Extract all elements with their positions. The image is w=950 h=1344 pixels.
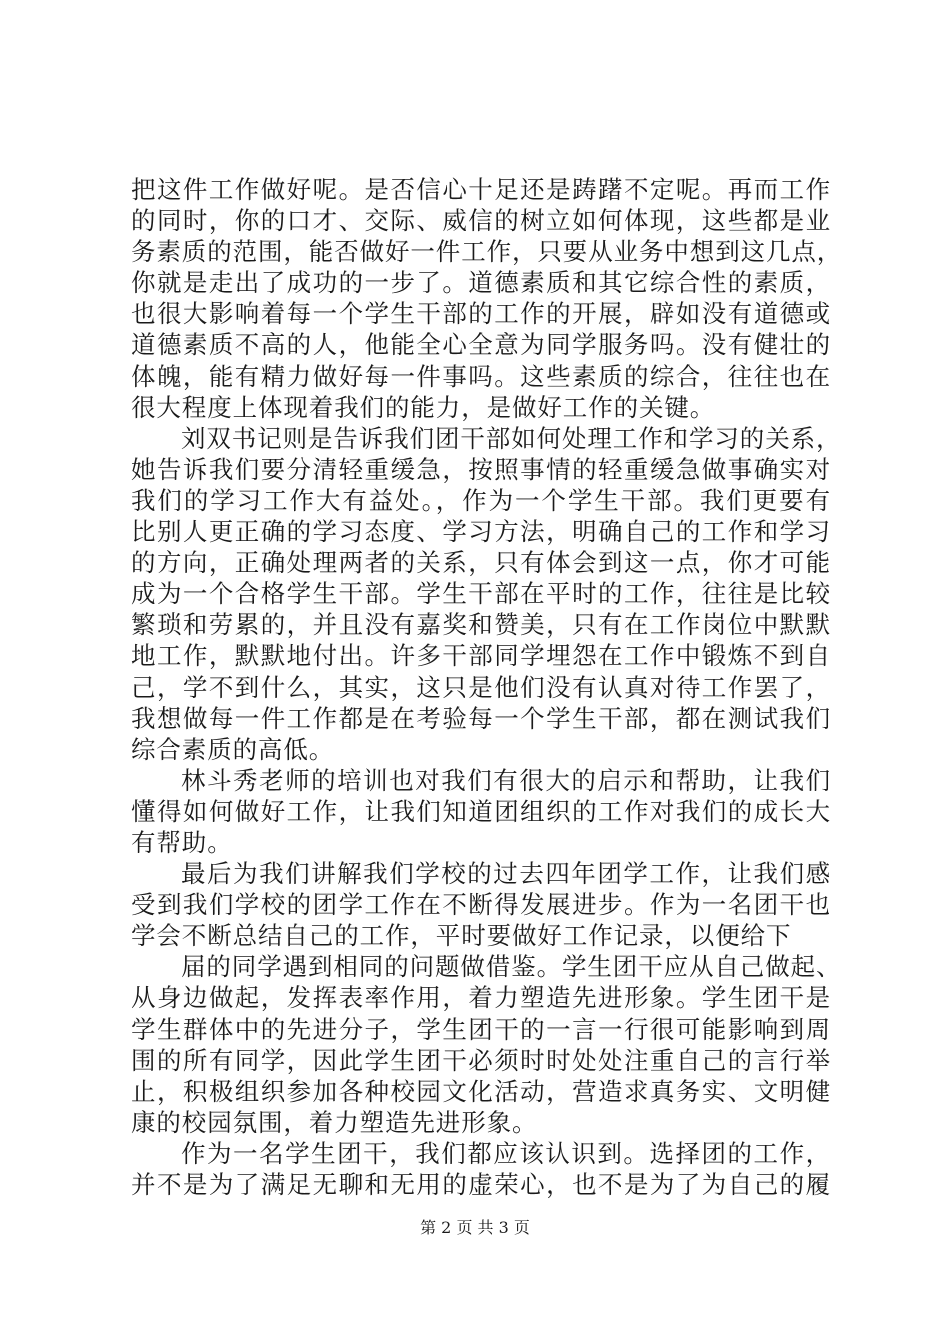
text-line: 有帮助。	[131, 827, 233, 857]
text-line: 围的所有同学，因此学生团干必须时时处处注重自己的言行举	[131, 1045, 831, 1075]
text-line: 她告诉我们要分清轻重缓急，按照事情的轻重缓急做事确实对	[131, 454, 831, 484]
text-line: 把这件工作做好呢。是否信心十足还是踌躇不定呢。再而工作	[131, 175, 831, 204]
text-line: 综合素质的高低。	[131, 734, 335, 764]
text-line: 你就是走出了成功的一步了。道德素质和其它综合性的素质，	[131, 268, 831, 298]
text-line: 体魄，能有精力做好每一件事吗。这些素质的综合，往往也在	[131, 361, 831, 391]
text-line: 懂得如何做好工作，让我们知道团组织的工作对我们的成长大	[131, 796, 831, 826]
text-line: 学会不断总结自己的工作，平时要做好工作记录，以便给下	[131, 921, 792, 951]
text-line: 己，学不到什么，其实，这只是他们没有认真对待工作罢了，	[131, 672, 831, 702]
page-footer: 第 2 页 共 3 页	[420, 1218, 530, 1237]
text-line: 受到我们学校的团学工作在不断得发展进步。作为一名团干也	[131, 890, 831, 920]
text-line: 止，积极组织参加各种校园文化活动，营造求真务实、文明健	[131, 1076, 831, 1106]
text-line: 很大程度上体现着我们的能力，是做好工作的关键。	[131, 392, 716, 422]
text-line: 道德素质不高的人，他能全心全意为同学服务吗。没有健壮的	[131, 330, 831, 360]
text-line: 届的同学遇到相同的问题做借鉴。学生团干应从自己做起、	[181, 952, 842, 982]
text-line: 的方向，正确处理两者的关系，只有体会到这一点，你才可能	[131, 548, 831, 578]
text-line: 务素质的范围，能否做好一件工作，只要从业务中想到这几点，	[131, 237, 843, 267]
text-line: 刘双书记则是告诉我们团干部如何处理工作和学习的关系，	[181, 423, 842, 453]
document-body	[131, 174, 843, 1200]
text-line: 比别人更正确的学习态度、学习方法，明确自己的工作和学习	[131, 517, 831, 547]
text-line: 繁琐和劳累的，并且没有嘉奖和赞美，只有在工作岗位中默默	[131, 610, 831, 640]
text-line: 我们的学习工作大有益处。，作为一个学生干部。我们更要有	[131, 485, 831, 515]
text-line: 最后为我们讲解我们学校的过去四年团学工作，让我们感	[181, 859, 831, 889]
text-line: 我想做每一件工作都是在考验每一个学生干部，都在测试我们	[131, 703, 831, 733]
text-line: 并不是为了满足无聊和无用的虚荣心，也不是为了为自己的履	[131, 1170, 831, 1199]
text-line: 的同时，你的口才、交际、威信的树立如何体现，这些都是业	[131, 206, 831, 236]
text-line: 康的校园氛围，着力塑造先进形象。	[131, 1107, 538, 1137]
text-line: 从身边做起，发挥表率作用，着力塑造先进形象。学生团干是	[131, 983, 831, 1013]
text-line: 也很大影响着每一个学生干部的工作的开展，辟如没有道德或	[131, 299, 831, 329]
text-line: 学生群体中的先进分子，学生团干的一言一行很可能影响到周	[131, 1014, 831, 1044]
text-line: 地工作，默默地付出。许多干部同学埋怨在工作中锻炼不到自	[131, 641, 831, 671]
text-line: 林斗秀老师的培训也对我们有很大的启示和帮助，让我们	[181, 765, 831, 795]
text-line: 作为一名学生团干，我们都应该认识到。选择团的工作，	[181, 1138, 831, 1168]
text-line: 成为一个合格学生干部。学生干部在平时的工作，往往是比较	[131, 579, 831, 609]
